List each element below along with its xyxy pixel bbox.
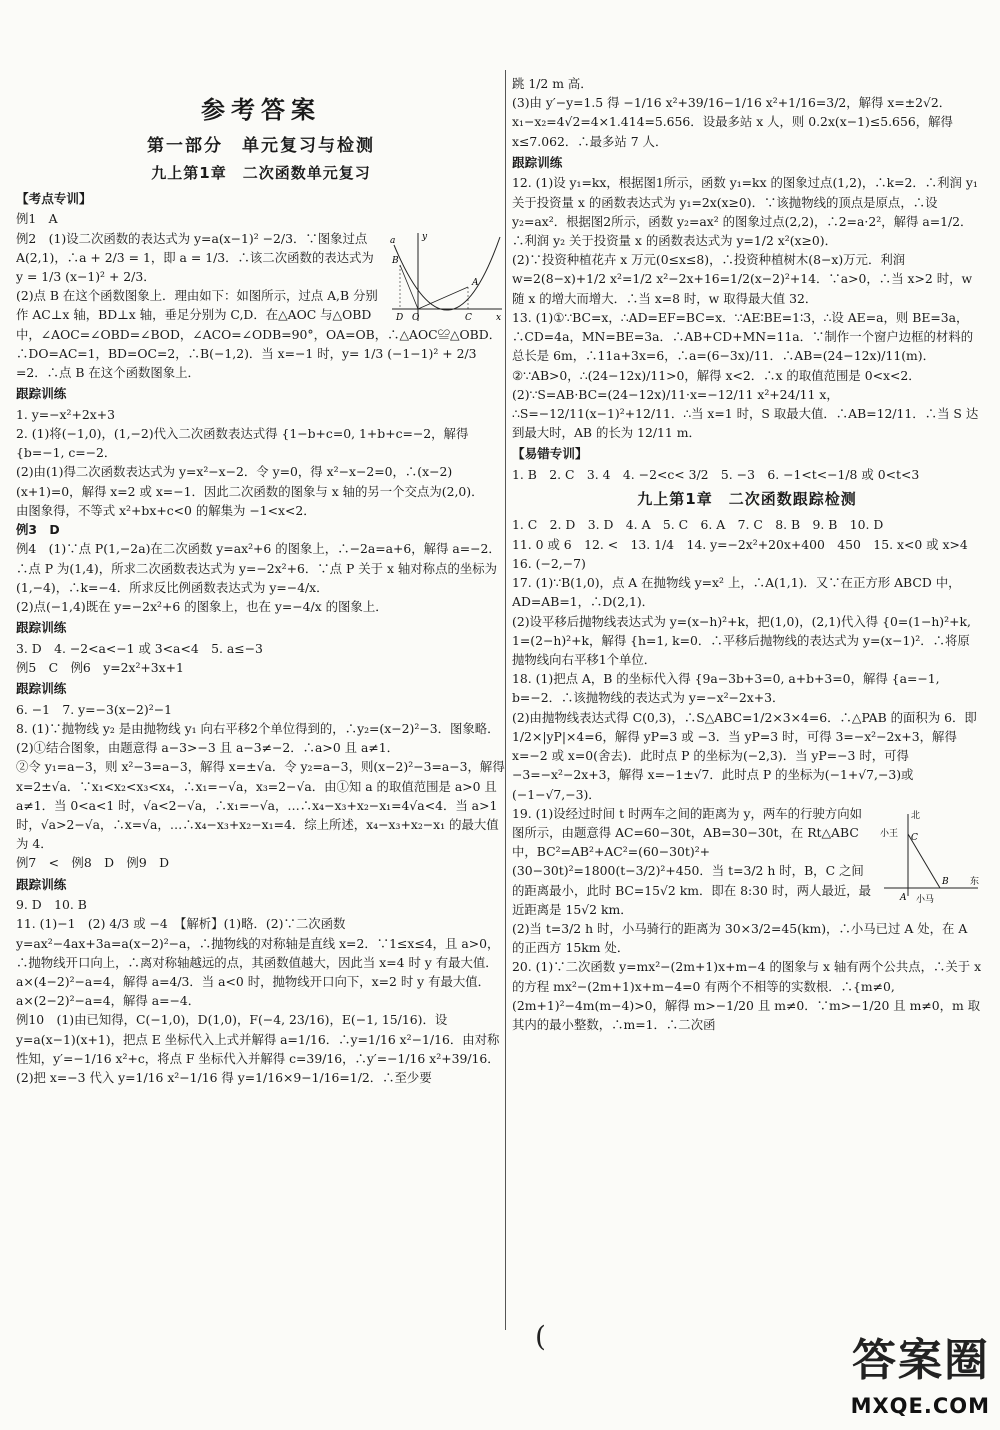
answer-text: 例4 (1)∵点 P(1,−2a)在二次函数 y=ax²+6 的图象上，∴−2a=a+6，解得 a=−2．∴点 P 为(1,4)，所求二次函数表达式为 y=−2x²+6．∵点 P 关于 x 轴对称点的坐标为(1,−4)，∴k=−4．所求反比例函数表达式为 y=−4/x．: [16, 541, 501, 595]
answer-text: (2)点 B 在这个函数图象上．理由如下：如图所示，过点 A,B 分别作 AC⊥x 轴，BD⊥x 轴，垂足分别为 C,D．在△AOC 与△OBD 中，∠AOC=∠OBD=∠BOD，∠ACO=∠ODB=90°，OA=OB，∴△AOC≌△OBD．∴DO=AC=1，BD=OC=2，∴B(−1,2)．当 x=−1 时，y= 1/3 (−1−1)² + 2/3 =2．∴点 B 在这个函数图象上．: [16, 288, 502, 381]
answer-text: 17. (1)∵B(1,0)，点 A 在抛物线 y=x² 上，∴A(1,1)．又∵在正方形 ABCD 中，AD=AB=1，∴D(2,1)．: [512, 575, 961, 610]
fig1-label: C: [465, 312, 472, 323]
answer-text: 例10 (1)由已知得，C(−1,0)，D(1,0)，F(−4, 23/16)，E(−1, 15/16)．设 y=a(x−1)(x+1)，把点 E 坐标代入上式并解得 a=1/16．∴y=1/16 x²−1/16．由对称性知，y′=−1/16 x²+c，将点 F 坐标代入并解得 c=39/16，∴y′=−1/16 x²+39/16．: [16, 1012, 500, 1066]
section-heading: 跟踪训练: [16, 386, 67, 402]
answer-text: (2)由(1)得二次函数表达式为 y=x²−x−2．令 y=0，得 x²−x−2=0，∴(x−2)(x+1)=0，解得 x=2 或 x=−1．因此二次函数的图象与 x 轴的另一个交点为(2,0)．: [16, 464, 484, 499]
fig2-label: B: [942, 876, 949, 887]
watermark-logo: [802, 1334, 990, 1418]
answer-text: 1. C 2. D 3. D 4. A 5. C 6. A 7. C 8. B 9. B 10. D: [512, 517, 884, 533]
answer-text: 例7 < 例8 D 例9 D: [16, 855, 170, 871]
section-heading: 跟踪训练: [16, 876, 67, 892]
chapter-title: 九上第1章 二次函数单元复习: [151, 163, 371, 182]
answer-text: 18. (1)把点 A，B 的坐标代入得 {9a−3b+3=0, a+b+3=0，解得 {a=−1, b=−2．∴该抛物线的表达式为 y=−x²−2x+3．: [512, 671, 940, 706]
answer-text: 20. (1)∵二次函数 y=mx²−(2m+1)x+m−4 的图象与 x 轴有两个公共点，∴关于 x 的方程 mx²−(2m+1)x+m−4=0 有两个不相等的实数根．∴{m≠0, (2m+1)²−4m(m−4)>0，解得 m>−1/20 且 m≠0．∵m>−1/20 且 m≠0，m 取其内的最小整数，∴m=1．∴二次函: [512, 959, 982, 1033]
answer-text: 12. (1)设 y₁=kx，根据图1所示，函数 y₁=kx 的图象过点(1,2)，∴k=2．∴利润 y₁ 关于投资量 x 的函数表达式为 y₁=2x(x≥0)．∵该抛物线的顶点是原点，∴设 y₂=ax²．根据图2所示，函数 y₂=ax² 的图象过点(2,2)，∴2=a·2²，解得 a=1/2．∴利润 y₂ 关于投资量 x 的函数表达式为 y=1/2 x²(x≥0)．: [512, 175, 978, 249]
section-heading: 【考点专训】: [16, 190, 92, 206]
answer-text: (3)由 y′−y=1.5 得 −1/16 x²+39/16−1/16 x²+1/16=3/2，解得 x=±2√2．x₁−x₂=4√2=4×1.414=5.656．设最多站 x 人，则 0.2x(x−1)≤5.656，解得 x≤7.062．∴最多站 7 人．: [512, 95, 953, 149]
answer-text: 2. (1)将(−1,0)，(1,−2)代入二次函数表达式得 {1−b+c=0, 1+b+c=−2，解得 {b=−1, c=−2．: [16, 426, 469, 461]
section-heading: 跟踪训练: [16, 620, 67, 636]
section-heading: 【易错专训】: [512, 446, 588, 462]
answer-text: (2)∵投资种植花卉 x 万元(0≤x≤8)，∴投资种植树木(8−x)万元．利润 w=2(8−x)+1/2 x²=1/2 x²−2x+16=1/2(x−2)²+14．∵a>0，∴当 x>2 时，w 随 x 的增大而增大．∴当 x=8 时，w 取得最大值 32．: [512, 252, 973, 306]
page-title: 参考答案: [201, 96, 321, 124]
answer-text: ②∵AB>0，∴(24−12x)/11>0，解得 x<2．∴x 的取值范围是 0<x<2．: [512, 367, 921, 383]
fig2-label: 北: [911, 810, 921, 821]
right-column: [512, 74, 982, 1390]
answer-text: ②令 y₁=a−3，则 x²−3=a−3，解得 x=±√a．令 y₂=a−3，则(x−2)²−3=a−3，解得 x=2±√a．∵x₁<x₂<x₃<x₄，∴x₁=−√a，x₃=2−√a．由①知 a 的取值范围是 a>0 且 a≠1．当 0<a<1 时，√a<2−√a，∴x₁=−√a，…∴x₄−x₃+x₂−x₁=4√a<4．当 a>1 时，√a>2−√a，∴x=√a，…∴x₄−x₃+x₂−x₁=4．综上所述，x₄−x₃+x₂−x₁ 的最大值为 4．: [16, 759, 505, 852]
answer-text: 例5 C 例6 y=2x²+3x+1: [16, 659, 184, 675]
answer-text: 19. (1)设经过时间 t 时两车之间的距离为 y，两车的行驶方向如图所示，由题意得 AC=60−30t，AB=30−30t，在 Rt△ABC 中，BC²=AB²+AC²=(60−30t)²+(30−30t)²=1800(t−3/2)²+450．当 t=3/2 h 时，B，C 之间的距离最小，此时 BC=15√2 km．即在 8:30 时，两人最近，最近距离是 15√2 km．: [512, 805, 872, 917]
answer-text: 1. y=−x²+2x+3: [16, 406, 115, 422]
answer-text: 11. (1)−1 (2) 4/3 或 −4 【解析】(1)略．(2)∵二次函数 y=ax²−4ax+3a=a(x−2)²−a，∴抛物线的对称轴是直线 x=2．∵1≤x≤4，且 a>0，∴抛物线开口向上，∴离对称轴越远的点，其函数值越大，因此当 x=4 时 y 有最大值．a×(4−2)²−a=4，解得 a=4/3．当 a<0 时，抛物线开口向下，x=2 时 y 有最大值．a×(2−2)²−a=4，解得 a=−4．: [16, 916, 500, 1009]
answer-text: 8. (1)∵抛物线 y₂ 是由抛物线 y₁ 向右平移2个单位得到的，∴y₂=(x−2)²−3．图象略．: [16, 720, 500, 736]
section-heading: 跟踪训练: [16, 681, 67, 697]
answer-text: (2)当 t=3/2 h 时，小马骑行的距离为 30×3/2=45(km)，∴小马已过 A 处，在 A 的正西方 15km 处．: [512, 921, 968, 956]
fig2-label: C: [911, 832, 918, 843]
answer-text: 9. D 10. B: [16, 897, 87, 913]
answer-text: 例3 D: [16, 522, 60, 538]
fig2-label: 小马: [916, 894, 935, 905]
answer-text: 13. (1)①∵BC=x，∴AD=EF=BC=x．∵AE∶BE=1∶3，∴设 AE=a，则 BE=3a，∴CD=4a，MN=BE=3a．∴AB+CD+MN=11a．∵制作一个窗户边框的材料的总长是 6m，∴11a+3x=6，∴a=(6−3x)/11．∴AB=(24−12x)/11(m)．: [512, 309, 974, 364]
fig2-label: 小王: [880, 828, 899, 839]
answer-text: 跳 1/2 m 高．: [512, 76, 593, 91]
answer-text: (2)∵S=AB·BC=(24−12x)/11·x=−12/11 x²+24/11 x，∴S=−12/11(x−1)²+12/11．∴当 x=1 时，S 取最大值．∴AB=12/11．∴当 S 达到最大时，AB 的长为 12/11 m．: [512, 386, 979, 441]
parabola-figure: [388, 229, 506, 323]
fig1-label: a: [390, 235, 396, 246]
page-mark: (: [535, 1320, 546, 1353]
answer-text: 11. 0 或 6 12. < 13. 1/4 14. y=−2x²+20x+400 450 15. x<0 或 x>4 16. (−2,−7): [512, 536, 981, 571]
section-heading: 跟踪训练: [512, 154, 563, 170]
answer-text: 例1 A: [16, 211, 58, 227]
direction-figure: [878, 806, 982, 906]
answer-text: 3. D 4. −2<a<−1 或 3<a<4 5. a≤−3: [16, 640, 263, 656]
answer-text: (2)设平移后抛物线表达式为 y=(x−h)²+k，把(1,0)，(2,1)代入得 {0=(1−h)²+k, 1=(2−h)²+k，解得 {h=1, k=0．∴平移后抛物线的表达式为 y=(x−1)²．∴将原抛物线向右平移1个单位．: [512, 613, 971, 667]
chapter-title-2: 九上第1章 二次函数跟踪检测: [637, 490, 857, 509]
fig1-label: A: [472, 277, 479, 288]
answer-text: 1. B 2. C 3. 4 4. −2<c< 3/2 5. −3 6. −1<t<−1/8 或 0<t<3: [512, 466, 920, 482]
fig2-label: A: [900, 892, 907, 903]
answer-text: 由图象得，不等式 x²+bx+c<0 的解集为 −1<x<2．: [16, 502, 316, 518]
answer-text: (2)由抛物线表达式得 C(0,3)，∴S△ABC=1/2×3×4=6．∴△PAB 的面积为 6．即 1/2×|yP|×4=6，解得 yP=3 或 −3．当 yP=3 时，可得 3=−x²−2x+3，解得 x=−2 或 x=0(舍去)．此时点 P 的坐标为(−2,3)．当 yP=−3 时，可得 −3=−x²−2x+3，解得 x=−1±√7．此时点 P 的坐标为(−1+√7,−3)或(−1−√7,−3)．: [512, 709, 977, 802]
watermark-url: MXQE.COM: [850, 1394, 990, 1418]
answer-text: 6. −1 7. y=−3(x−2)²−1: [16, 701, 172, 717]
fig1-label: B: [392, 255, 399, 266]
fig1-label: x: [496, 312, 502, 323]
fig1-label: y: [422, 231, 428, 242]
left-column: [16, 78, 506, 1390]
fig1-label: D: [396, 312, 404, 323]
fig1-label: O: [412, 312, 420, 323]
answer-text: (2)点(−1,4)既在 y=−2x²+6 的图象上，也在 y=−4/x 的图象上．: [16, 598, 388, 614]
answer-text: (2)把 x=−3 代入 y=1/16 x²−1/16 得 y=1/16×9−1/16=1/2．∴至少要: [16, 1070, 432, 1086]
answer-text: 例2 (1)设二次函数的表达式为 y=a(x−1)² −2/3．∵图象过点 A(2,1)，∴a + 2/3 = 1，即 a = 1/3．∴该二次函数的表达式为 y = 1/3 (x−1)² + 2/3．: [16, 230, 374, 284]
watermark-text: 答案圈: [852, 1335, 990, 1386]
answer-text: (2)①结合图象，由题意得 a−3>−3 且 a−3≠−2．∴a>0 且 a≠1．: [16, 740, 400, 756]
part-title: 第一部分 单元复习与检测: [147, 136, 375, 157]
fig2-label: 东: [970, 876, 980, 887]
